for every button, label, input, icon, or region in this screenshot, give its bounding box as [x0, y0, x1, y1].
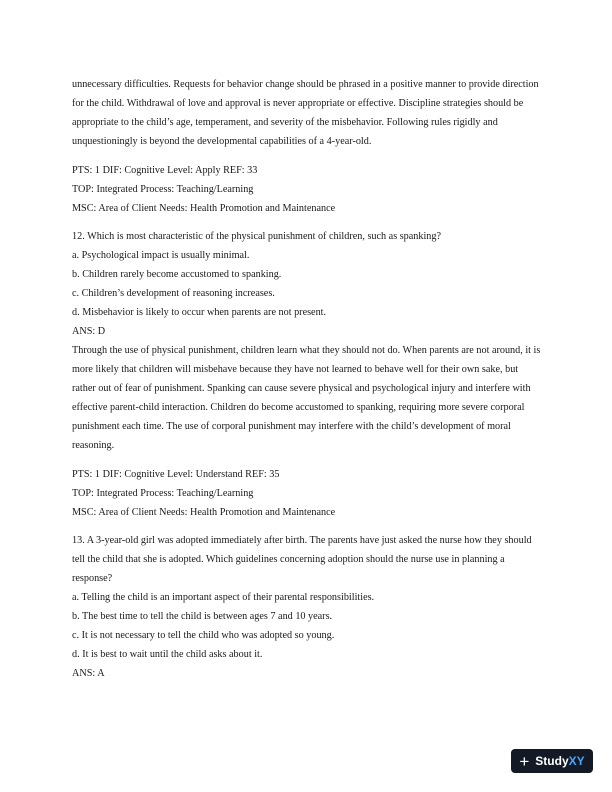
- q12-option-a: a. Psychological impact is usually minimal.: [72, 250, 250, 261]
- q12-rationale: Through the use of physical punishment, children learn what they should not do. When parents are not around, it is more likely that children will misbehave because they have not learned to behave well for their own sake, but rather out of fear of punishment. Spanking can cause severe physical and psychological injury and interfere with effective parent-child interaction. Children do become accustomed to spanking, requiring more severe corporal punishment each time. The use of corporal punishment may interfere with the child’s development of moral reasoning.: [72, 345, 541, 451]
- meta1-msc: MSC: Area of Client Needs: Health Promotion and Maintenance: [72, 203, 336, 214]
- q13-answer: ANS: A: [72, 668, 105, 679]
- q13-option-a: a. Telling the child is an important aspect of their parental responsibilities.: [72, 592, 375, 603]
- q13-option-b: b. The best time to tell the child is between ages 7 and 10 years.: [72, 611, 333, 622]
- q13-question: 13. A 3-year-old girl was adopted immediately after birth. The parents have just asked the nurse how they should tell the child that she is adopted. Which guidelines concerning adoption should the nurse use in planning a response?: [72, 535, 532, 584]
- q12-option-c: c. Children’s development of reasoning increases.: [72, 288, 275, 299]
- q12-question: 12. Which is most characteristic of the physical punishment of children, such as spanking?: [72, 231, 442, 242]
- q12-option-d: d. Misbehavior is likely to occur when parents are not present.: [72, 307, 327, 318]
- q12-option-b: b. Children rarely become accustomed to spanking.: [72, 269, 282, 280]
- meta1-top: TOP: Integrated Process: Teaching/Learning: [72, 184, 254, 195]
- q12-answer: ANS: D: [72, 326, 106, 337]
- meta2-top: TOP: Integrated Process: Teaching/Learning: [72, 488, 254, 499]
- intro-paragraph: unnecessary difficulties. Requests for behavior change should be phrased in a positive manner to provide direction for the child. Withdrawal of love and approval is never appropriate or effective. Discipline strategies should be appropriate to the child’s age, temperament, and severity of the misbehavior. Following rules rigidly and unquestioningly is beyond the developmental capabilities of a 4-year-old.: [72, 79, 539, 147]
- badge-text: Study: [535, 754, 569, 768]
- document-page: [72, 75, 542, 683]
- q13-option-c: c. It is not necessary to tell the child who was adopted so young.: [72, 630, 335, 641]
- plus-icon: +: [519, 751, 530, 771]
- meta2-msc: MSC: Area of Client Needs: Health Promotion and Maintenance: [72, 507, 336, 518]
- studyxy-badge[interactable]: [511, 749, 593, 773]
- meta2-pts: PTS: 1 DIF: Cognitive Level: Understand REF: 35: [72, 469, 280, 480]
- meta1-pts: PTS: 1 DIF: Cognitive Level: Apply REF: 33: [72, 165, 258, 176]
- q13-option-d: d. It is best to wait until the child asks about it.: [72, 649, 263, 660]
- badge-accent: XY: [568, 754, 585, 768]
